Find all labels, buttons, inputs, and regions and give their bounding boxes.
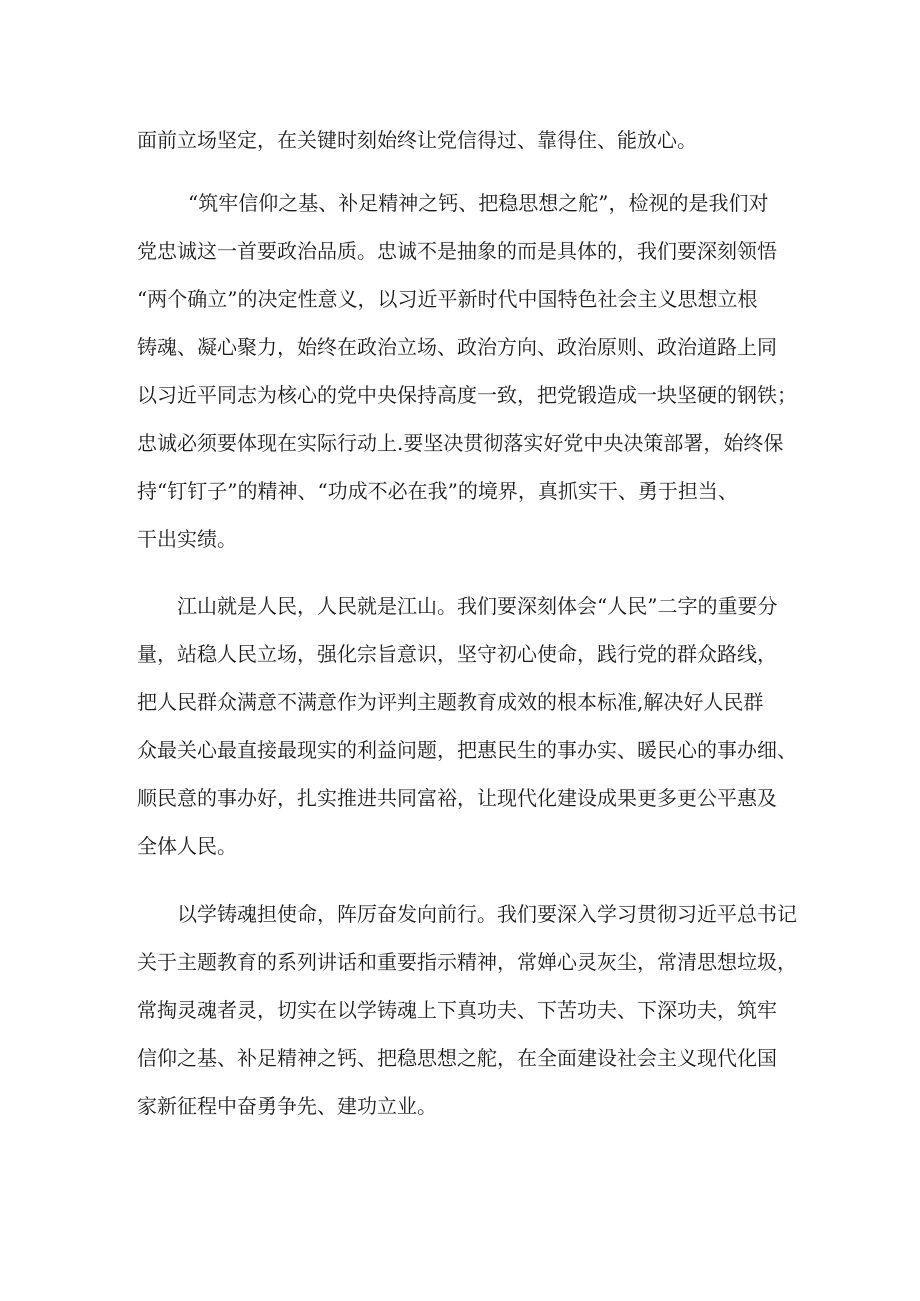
text-line: 持“钉钉子”的精神、“功成不必在我”的境界，真抓实干、勇于担当、 bbox=[137, 479, 738, 503]
text-line: 以学铸魂担使命，阵厉奋发向前行。我们要深入学习贯彻习近平总书记 bbox=[177, 902, 797, 926]
text-line: 党忠诚这一首要政治品质。忠诚不是抽象的而是具体的，我们要深刻领悟 bbox=[137, 239, 777, 263]
text-line: 信仰之基、补足精神之钙、把稳思想之舵，在全面建设社会主义现代化国 bbox=[137, 1046, 777, 1070]
text-line: 家新征程中奋勇争先、建功立业。 bbox=[137, 1094, 437, 1118]
text-line: 把人民群众满意不满意作为评判主题教育成效的根本标准,解决好人民群 bbox=[137, 690, 764, 714]
text-line: 常掏灵魂者灵，切实在以学铸魂上下真功夫、下苦功夫、下深功夫，筑牢 bbox=[137, 998, 777, 1022]
text-line: 铸魂、凝心聚力，始终在政治立场、政治方向、政治原则、政治道路上同 bbox=[137, 335, 777, 359]
text-line: 面前立场坚定，在关键时刻始终让党信得过、靠得住、能放心。 bbox=[137, 128, 697, 152]
text-line: 关于主题教育的系列讲话和重要指示精神，常婵心灵灰尘，常清思想垃圾， bbox=[137, 950, 797, 974]
text-line: 众最关心最直接最现实的利益问题，把惠民生的事办实、暖民心的事办细、 bbox=[137, 738, 797, 762]
text-line: 顺民意的事办好，扎实推进共同富裕，让现代化建设成果更多更公平惠及 bbox=[137, 786, 777, 810]
text-line: 干出实绩。 bbox=[137, 527, 237, 551]
text-line: 量，站稳人民立场，强化宗旨意识，坚守初心使命，践行党的群众路线， bbox=[137, 642, 777, 666]
text-line: “筑牢信仰之基、补足精神之钙、把稳思想之舵”，检视的是我们对 bbox=[188, 191, 769, 215]
text-line: 忠诚必须要体现在实际行动上.要坚决贯彻落实好党中央决策部署，始终保 bbox=[137, 431, 784, 455]
text-line: “两个确立”的决定性意义，以习近平新时代中国特色社会主义思想立根 bbox=[137, 287, 758, 311]
text-line: 全体人民。 bbox=[137, 834, 237, 858]
text-line: 以习近平同志为核心的党中央保持高度一致，把党锻造成一块坚硬的钢铁； bbox=[137, 383, 797, 407]
text-line: 江山就是人民，人民就是江山。我们要深刻体会“人民”二字的重要分 bbox=[177, 594, 778, 618]
